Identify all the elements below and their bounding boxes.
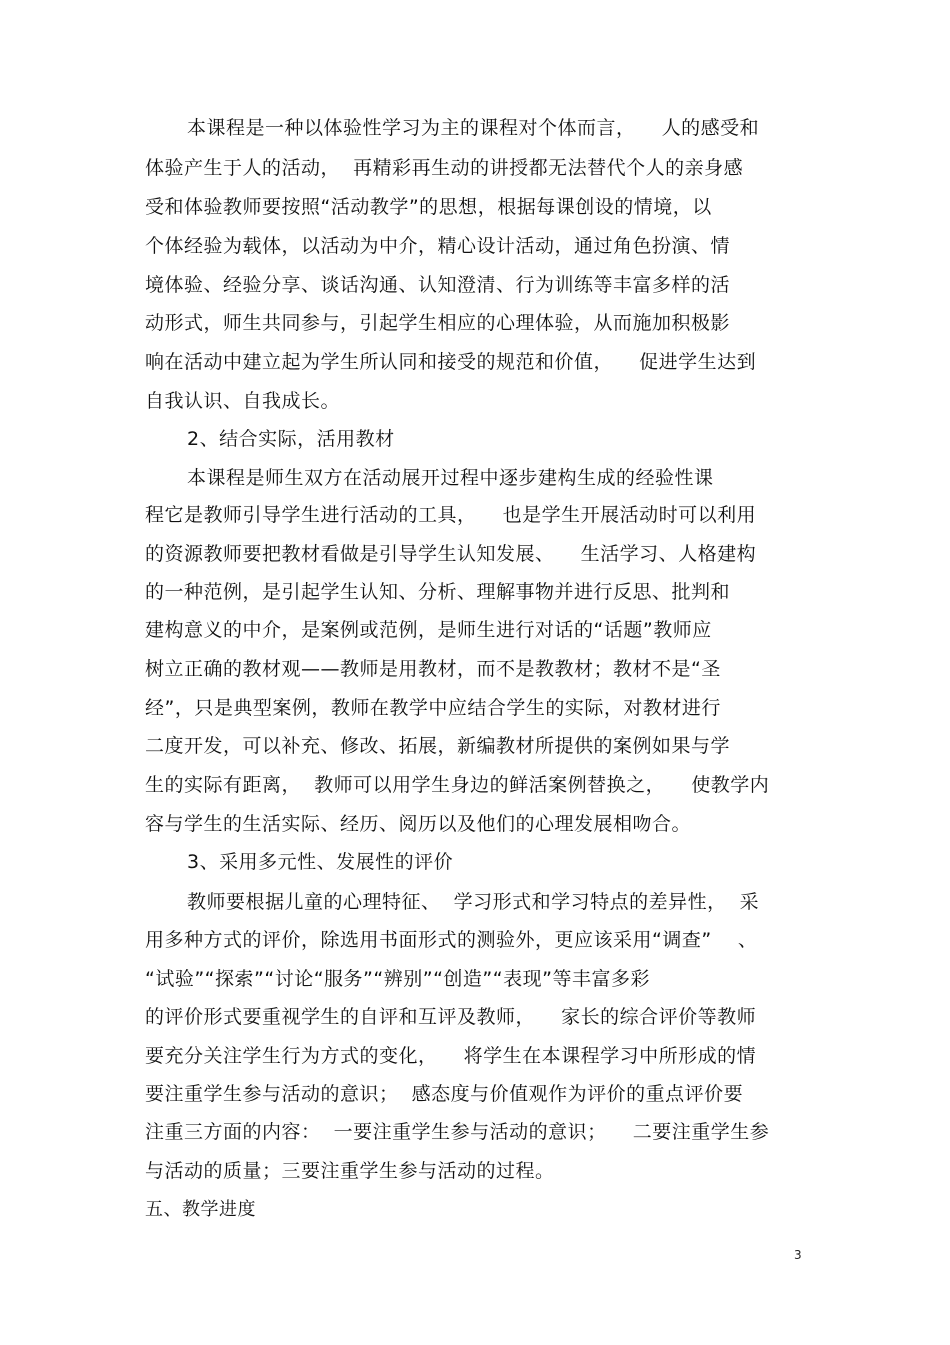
text-line: 本课程是师生双方在活动展开过程中逐步建构生成的经验性课 (187, 467, 714, 489)
text-line: 受和体验教师要按照“活动教学”的思想，根据每课创设的情境，以 (145, 196, 712, 218)
text-line: 容与学生的生活实际、经历、阅历以及他们的心理发展相吻合。 (145, 813, 692, 835)
text-line: 动形式，师生共同参与，引起学生相应的心理体验，从而施加积极影 (145, 312, 731, 334)
text-line: 建构意义的中介，是案例或范例，是师生进行对话的“话题”教师应 (145, 619, 712, 641)
text-line: 要充分关注学生行为方式的变化， 将学生在本课程学习中所形成的情 (145, 1045, 757, 1067)
text-line: 树立正确的教材观——教师是用教材，而不是教教材；教材不是“圣 (145, 658, 721, 680)
text-line: 教师要根据儿童的心理特征、 学习形式和学习特点的差异性， 采 (187, 891, 760, 913)
page-number: 3 (794, 1248, 802, 1262)
text-line: 自我认识、自我成长。 (145, 390, 341, 412)
text-line: 本课程是一种以体验性学习为主的课程对个体而言， 人的感受和 (187, 117, 760, 139)
text-line: 要注重学生参与活动的意识； 感态度与价值观作为评价的重点评价要 (145, 1083, 744, 1105)
text-line: 的评价形式要重视学生的自评和互评及教师， 家长的综合评价等教师 (145, 1006, 757, 1028)
section-heading: 2、结合实际，活用教材 (187, 428, 395, 450)
text-line: “试验”“探索”“讨论“服务”“辨别”“创造”“表现”等丰富多彩 (145, 968, 650, 990)
text-line: 二度开发，可以补充、修改、拓展，新编教材所提供的案例如果与学 (145, 735, 731, 757)
text-line: 境体验、经验分享、谈话沟通、认知澄清、行为训练等丰富多样的活 (145, 274, 731, 296)
text-line: 个体经验为载体，以活动为中介，精心设计活动，通过角色扮演、情 (145, 235, 731, 257)
text-line: 生的实际有距离， 教师可以用学生身边的鲜活案例替换之， 使教学内 (145, 774, 770, 796)
text-line: 注重三方面的内容： 一要注重学生参与活动的意识； 二要注重学生参 (145, 1121, 770, 1143)
text-line: 程它是教师引导学生进行活动的工具， 也是学生开展活动时可以利用 (145, 504, 757, 526)
text-line: 体验产生于人的活动， 再精彩再生动的讲授都无法替代个人的亲身感 (145, 157, 744, 179)
text-line: 的一种范例，是引起学生认知、分析、理解事物并进行反思、批判和 (145, 581, 731, 603)
text-line: 与活动的质量；三要注重学生参与活动的过程。 (145, 1160, 555, 1182)
text-line: 经”，只是典型案例，教师在教学中应结合学生的实际，对教材进行 (145, 697, 721, 719)
section-heading: 五、教学进度 (145, 1199, 256, 1220)
text-line: 响在活动中建立起为学生所认同和接受的规范和价值， 促进学生达到 (145, 351, 757, 373)
text-line: 用多种方式的评价，除选用书面形式的测验外，更应该采用“调查” 、 (145, 929, 758, 951)
section-heading: 3、采用多元性、发展性的评价 (187, 851, 454, 873)
text-line: 的资源教师要把教材看做是引导学生认知发展、 生活学习、人格建构 (145, 543, 757, 565)
